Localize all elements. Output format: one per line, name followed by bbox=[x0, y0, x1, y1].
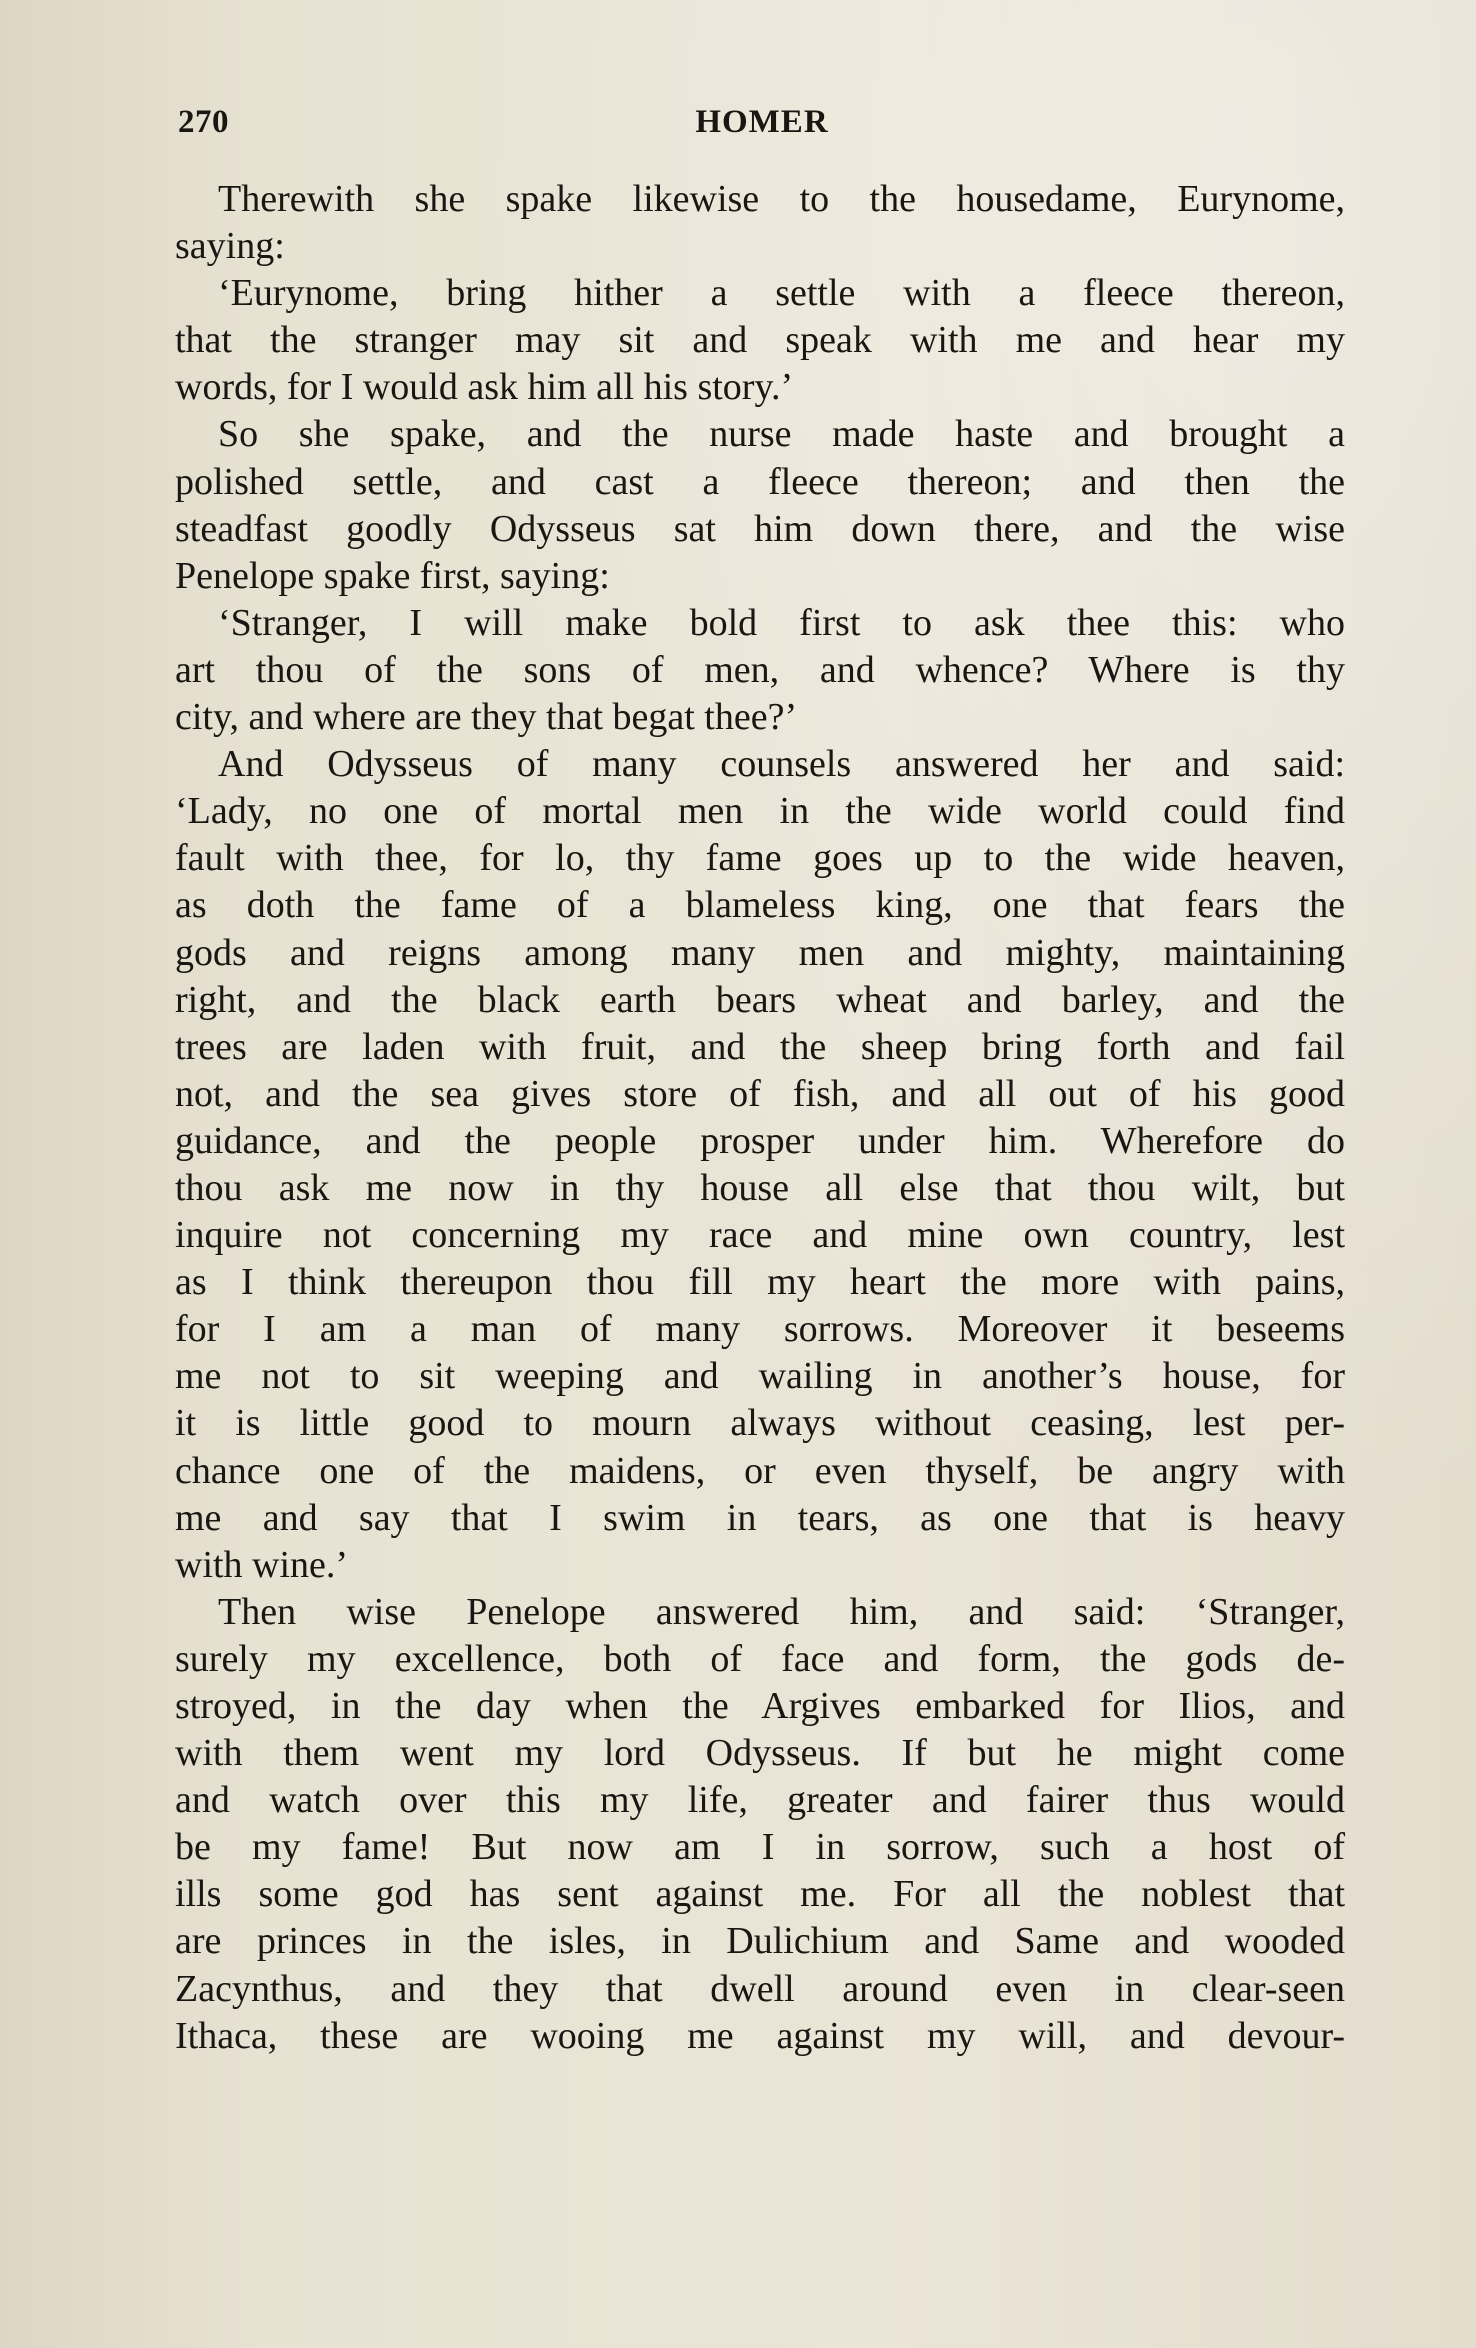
text-line: So she spake, and the nurse made haste and brought a bbox=[218, 413, 1345, 456]
text-line: me and say that I swim in tears, as one that is heavy bbox=[175, 1496, 1345, 1539]
text-line: guidance, and the people prosper under him. Wherefore do bbox=[175, 1119, 1345, 1162]
text-line: ‘Stranger, I will make bold first to ask thee this: who bbox=[218, 601, 1345, 644]
text-line: gods and reigns among many men and mighty, maintaining bbox=[175, 931, 1345, 974]
text-line: steadfast goodly Odysseus sat him down there, and the wise bbox=[175, 507, 1345, 550]
text-line: not, and the sea gives store of fish, and all out of his good bbox=[175, 1072, 1345, 1115]
text-line: ‘Eurynome, bring hither a settle with a fleece thereon, bbox=[218, 272, 1345, 315]
text-line: with wine.’ bbox=[175, 1543, 349, 1586]
running-head bbox=[178, 104, 1346, 148]
text-line: chance one of the maidens, or even thyself, be angry with bbox=[175, 1449, 1345, 1492]
text-line: be my fame! But now am I in sorrow, such a host of bbox=[175, 1826, 1345, 1869]
text-line: saying: bbox=[175, 225, 285, 268]
text-line: that the stranger may sit and speak with me and hear my bbox=[175, 319, 1345, 362]
text-line: inquire not concerning my race and mine own country, lest bbox=[175, 1214, 1345, 1257]
text-line: as doth the fame of a blameless king, one that fears the bbox=[175, 884, 1345, 927]
running-title: HOMER bbox=[695, 104, 829, 140]
text-line: ‘Lady, no one of mortal men in the wide world could find bbox=[175, 790, 1345, 833]
text-line: trees are laden with fruit, and the sheep bring forth and fail bbox=[175, 1025, 1345, 1068]
text-line: are princes in the isles, in Dulichium and Same and wooded bbox=[175, 1920, 1345, 1963]
text-line: as I think thereupon thou fill my heart the more with pains, bbox=[175, 1261, 1345, 1304]
text-line: and watch over this my life, greater and fairer thus would bbox=[175, 1779, 1345, 1822]
text-line: Penelope spake first, saying: bbox=[175, 554, 610, 597]
text-line: city, and where are they that begat thee?’ bbox=[175, 696, 798, 739]
text-line: polished settle, and cast a fleece thereon; and then the bbox=[175, 460, 1345, 503]
body-text bbox=[175, 176, 1345, 2060]
text-line: right, and the black earth bears wheat and barley, and the bbox=[175, 978, 1345, 1021]
text-line: words, for I would ask him all his story.’ bbox=[175, 366, 794, 409]
page-number: 270 bbox=[178, 104, 229, 140]
text-line: Zacynthus, and they that dwell around even in clear-seen bbox=[175, 1967, 1345, 2010]
text-line: for I am a man of many sorrows. Moreover it beseems bbox=[175, 1308, 1345, 1351]
text-line: me not to sit weeping and wailing in another’s house, for bbox=[175, 1355, 1345, 1398]
text-line: art thou of the sons of men, and whence? Where is thy bbox=[175, 648, 1345, 691]
text-line: surely my excellence, both of face and form, the gods de- bbox=[175, 1637, 1345, 1680]
text-line: with them went my lord Odysseus. If but he might come bbox=[175, 1732, 1345, 1775]
text-line: stroyed, in the day when the Argives embarked for Ilios, and bbox=[175, 1685, 1345, 1727]
text-line: it is little good to mourn always without ceasing, lest per- bbox=[175, 1402, 1345, 1445]
text-line: fault with thee, for lo, thy fame goes up to the wide heaven, bbox=[175, 837, 1345, 880]
text-line: And Odysseus of many counsels answered her and said: bbox=[218, 743, 1345, 786]
text-line: Ithaca, these are wooing me against my will, and devour- bbox=[175, 2014, 1345, 2057]
text-line: ills some god has sent against me. For all the noblest that bbox=[175, 1873, 1345, 1916]
text-line: thou ask me now in thy house all else that thou wilt, but bbox=[175, 1166, 1345, 1209]
text-line: Therewith she spake likewise to the housedame, Eurynome, bbox=[218, 178, 1345, 220]
text-line: Then wise Penelope answered him, and said: ‘Stranger, bbox=[218, 1590, 1345, 1633]
